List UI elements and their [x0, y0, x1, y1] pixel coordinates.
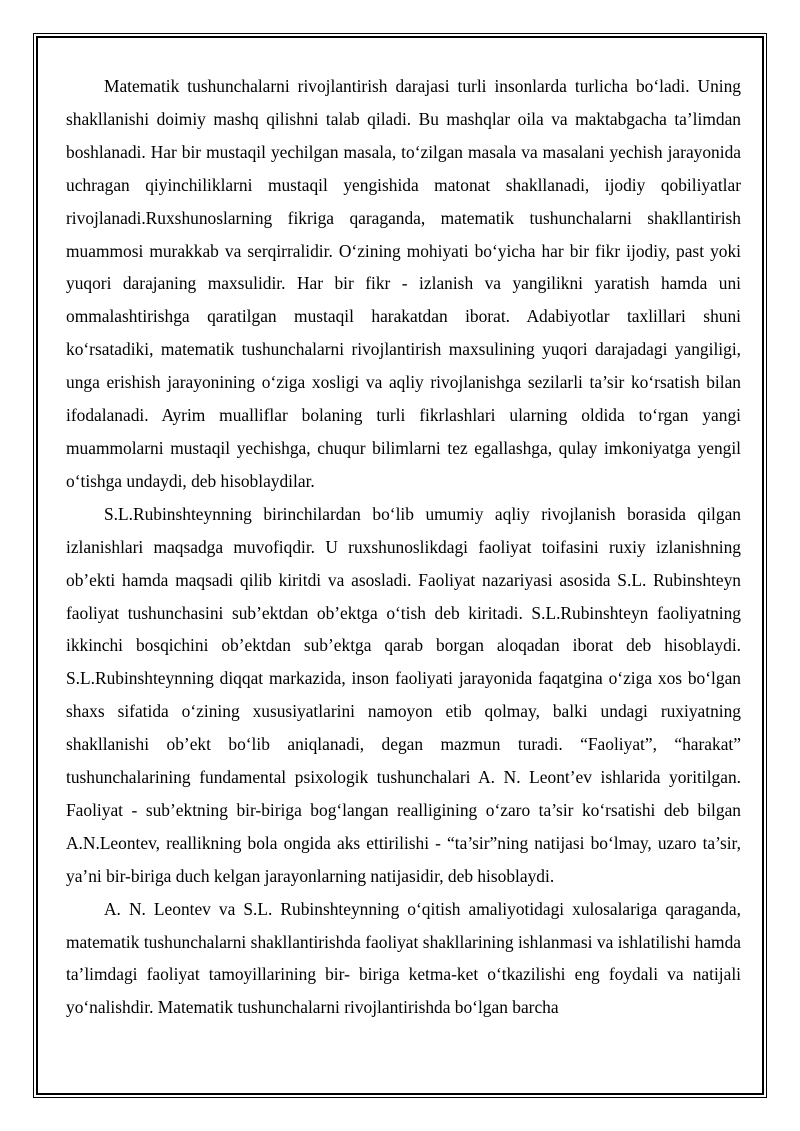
paragraph: A. N. Leontev va S.L. Rubinshteynning o‘qitish amaliyotidagi xulosalariga qaraganda, matematik tushunchalarni shakllantirishda faoliyat shakllarining ishlanmasi va ishlatilishi hamda ta’limdagi faoliyat tamoyillarining bir- biriga ketma-ket o‘tkazilishi eng foydali va natijali yo‘nalishdir. Matematik tushunchalarni rivojlantirishda bo‘lgan barcha: [66, 898, 741, 1018]
document-body: [66, 70, 741, 1024]
paragraph: S.L.Rubinshteynning birinchilardan bo‘lib umumiy aqliy rivojlanish borasida qilgan izlanishlari maqsadga muvofiqdir. U ruxshunoslikdagi faoliyat toifasini ruxiy izlanishning ob’ekti hamda maqsadi qilib kiritdi va asosladi. Faoliyat nazariyasi asosida S.L. Rubinshteyn faoliyat tushunchasini sub’ektdan ob’ektga o‘tish deb kiritadi. S.L.Rubinshteyn faoliyatning ikkinchi bosqichini ob’ektdan sub’ektga qarab borgan aloqadan iborat deb hisoblaydi. S.L.Rubinshteynning diqqat markazida, inson faoliyati jarayonida faqatgina o‘ziga xos bo‘lgan shaxs sifatida o‘zining xususiyatlarini namoyon etib qolmay, balki undagi ruxiyatning shakllanishi ob’ekt bo‘lib aniqlanadi, degan mazmun turadi. “Faoliyat”, “harakat” tushunchalarining fundamental psixologik tushunchalari A. N. Leont’ev ishlarida yoritilgan. Faoliyat - sub’ektning bir-biriga bog‘langan realligining o‘zaro ta’sir ko‘rsatishi deb bilgan A.N.Leontev, reallikning bola ongida aks ettirilishi - “ta’sir”ning natijasi bo‘lmay, uzaro ta’sir, ya’ni bir-biriga duch kelgan jarayonlarning natijasidir, deb hisoblaydi.: [66, 503, 741, 886]
paragraph: Matematik tushunchalarni rivojlantirish darajasi turli insonlarda turlicha bo‘ladi. Uning shakllanishi doimiy mashq qilishni talab qiladi. Bu mashqlar oila va maktabgacha ta’limdan boshlanadi. Har bir mustaqil yechilgan masala, to‘zilgan masala va masalani yechish jarayonida uchragan qiyinchiliklarni mustaqil yengishida matonat shakllanadi, ijodiy qobiliyatlar rivojlanadi.Ruxshunoslarning fikriga qaraganda, matematik tushunchalarni shakllantirish muammosi murakkab va serqirralidir. O‘zining mohiyati bo‘yicha har bir fikr ijodiy, past yoki yuqori darajaning maxsulidir. Har bir fikr - izlanish va yangilikni yaratish hamda uni ommalashtirishga qaratilgan mustaqil harakatdan iborat. Adabiyotlar taxlillari shuni ko‘rsatadiki, matematik tushunchalarni rivojlantirish maxsulining yuqori darajadagi yangiligi, unga erishish jarayonining o‘ziga xosligi va aqliy rivojlanishga sezilarli ta’sir ko‘rsatish bilan ifodalanadi. Ayrim mualliflar bolaning turli fikrlashlari ularning oldida to‘rgan yangi muammolarni mustaqil yechishga, chuqur bilimlarni tez egallashga, qulay imkoniyatga yengil o‘tishga undaydi, deb hisoblaydilar.: [66, 76, 741, 491]
